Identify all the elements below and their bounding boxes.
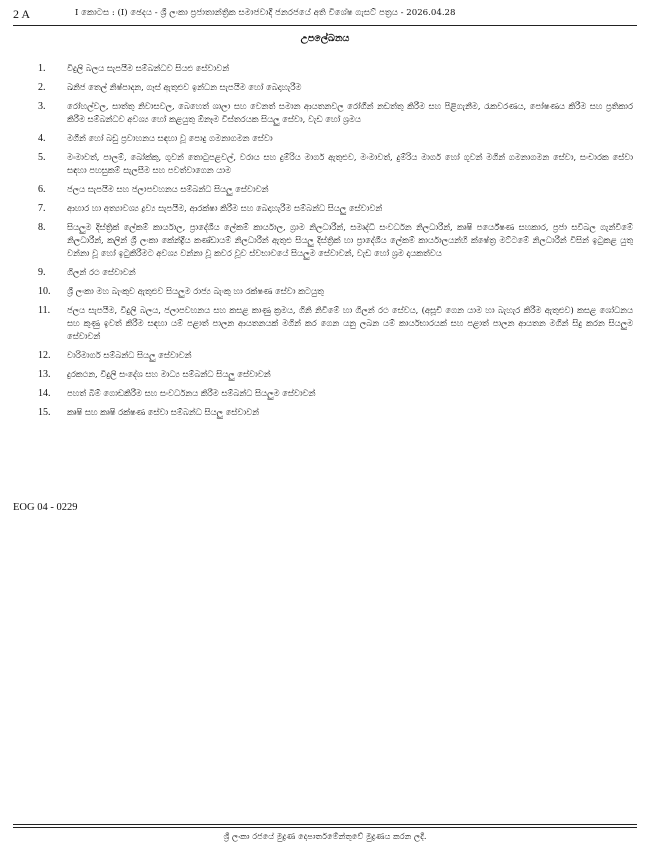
schedule-item	[38, 304, 633, 343]
item-text: සියලුම දිස්ත්‍රික් ලේකම් කාර්යාල, ප්‍රාදේශීය ලේකම් කාර්යාල, ග්‍රාම නිලධාරීන්, සමෘද්ධි සංවර්ධන නිලධාරීන්, කෘෂි පර්යේෂණ සහකාර, ප්‍රජා සවිබල ගැන්වීමේ නිලධාරීන්, කලින් ශ්‍රී ලංකා කේන්ද්‍රීය කණ්ඩායම් නිලධාරීන් ඇතුළු සියලු දිස්ත්‍රික් හා ප්‍රාදේශීය ලේකම් කාර්යාලයන්හි ක්ෂේත්‍ර මට්ටමේ නිලධාරීන් විසින් ඉටුකළ යුතු වන්නා වූ හෝ ඉටුකිරීමට අවශ්‍ය වන්නා වූ කවර වූව ස්වභාවයේ සියලුම සේවාවන්, වැඩ හෝ ශ්‍රම දායකත්වය	[67, 222, 633, 258]
item-text: විදුලි බලය සැපයීම සම්බන්ධව සියළු සේවාවන්	[67, 63, 230, 73]
reference-code: EOG 04 - 0229	[13, 502, 78, 513]
item-number: 4.	[38, 133, 46, 144]
schedule-item	[38, 387, 633, 400]
item-number: 2.	[38, 82, 46, 93]
item-text: පහත් බිම් ගොඩකිරීම සහ සංවර්ධනය කිරීම සම්බන්ධ සියලුම සේවාවන්	[67, 388, 316, 398]
item-number: 12.	[38, 350, 51, 361]
schedule-item	[38, 100, 633, 126]
item-number: 9.	[38, 267, 46, 278]
item-number: 7.	[38, 203, 46, 214]
item-text: ගිලන් රථ සේවාවන්	[67, 267, 136, 277]
item-number: 6.	[38, 184, 46, 195]
footer-divider	[13, 824, 637, 825]
schedule-item	[38, 221, 633, 260]
item-number: 13.	[38, 369, 51, 380]
item-text: වාරිමාර්ග සම්බන්ධ සියලු සේවාවන්	[67, 350, 192, 360]
schedule-item	[38, 183, 633, 196]
item-text: ඛනිජ තෙල් නිෂ්පාදන, ගෑස් ඇතුළුව ඉන්ධන සැපයීම හෝ බෙදාහැරීම	[67, 82, 302, 92]
schedule-title: උපලේඛනය	[300, 33, 350, 44]
schedule-item	[38, 368, 633, 381]
schedule-item	[38, 285, 633, 298]
item-text: දුරකථන, විදුලි සංදේශ සහ මාධ්‍ය සම්බන්ධ සියලු සේවාවන්	[67, 369, 271, 379]
item-number: 11.	[38, 305, 51, 316]
schedule-item	[38, 202, 633, 215]
page-header	[13, 7, 637, 23]
gazette-header-title: I කොටස : (I) ඡෙදය - ශ්‍රී ලංකා ප්‍රජාතාන්ත්‍රික සමාජවාදී ජනරජයේ අති විශේෂ ගැසට් පත්‍රය - 2026.04.28	[75, 8, 456, 18]
schedule-item	[38, 266, 633, 279]
header-divider	[13, 25, 637, 26]
schedule-item	[38, 62, 633, 75]
item-number: 15.	[38, 407, 51, 418]
item-text: ශ්‍රී ලංකා මහ බැංකුව ඇතුළුව සියලුම රාජ්‍ය බැංකු හා රක්ෂණ සේවා කටයුතු	[67, 286, 324, 296]
item-text: කෘෂි සහ කෘෂි රක්ෂණ සේවා සම්බන්ධ සියලු සේවාවන්	[67, 407, 259, 417]
item-text: මගීන් හෝ බඩු ප්‍රවාහනය සඳහා වූ පොදු ගමනාගමන සේවා	[67, 133, 273, 143]
schedule-item	[38, 151, 633, 177]
item-number: 1.	[38, 63, 46, 74]
item-text: ආහාර හා අත්‍යාවශ්‍ය ද්‍රව්‍ය සැපයීම, ආරක්ෂා කිරීම සහ බෙදාහැරීම සම්බන්ධ සියලු සේවාවන්	[67, 203, 383, 213]
item-text: ජලය සැපයීම සහ ජලාපවහනය සම්බන්ධ සියලු සේවාවන්	[67, 184, 269, 194]
schedule-item	[38, 349, 633, 362]
printer-footer: ශ්‍රී ලංකා රජයේ මුද්‍රණ දෙපාර්තමේන්තුවේ මුද්‍රණය කරන ලදී.	[223, 831, 427, 841]
item-number: 5.	[38, 152, 46, 163]
item-number: 8.	[38, 222, 46, 233]
schedule-item	[38, 406, 633, 419]
item-number: 10.	[38, 286, 51, 297]
schedule-list	[38, 62, 633, 419]
schedule-item	[38, 81, 633, 94]
item-text: මංමාවත්, පාලම්, බෝක්කු, ගුවන් තොටුපළවල්, වරාය සහ දුම්රිය මාර්ග ඇතුළුව, මංමාවත්, දුම්රිය මාර්ග හෝ ගුවන් මගින් ගමනාගමන සේවා, සංචාරක සේවා සඳහා පහසුකම් සැලසීම සහ පවත්වාගෙන යාම	[67, 152, 633, 175]
item-number: 3.	[38, 101, 46, 112]
footer-divider-double	[13, 827, 637, 828]
item-text: රෝහල්වල, සාත්තු නිවාසවල, බෙහෙත් ශාලා සහ වෙනත් සමාන ආයතනවල රෝගීන් නඩත්තු කිරීම සහ පිළිගැනීම, රැකවරණය, පෝෂණය කිරීම සහ ප්‍රතිකාර කිරීම සම්බන්ධව අවශ්‍ය හෝ කළයුතු ඕනෑම විස්තරයක සියලු සේවා, වැඩ හෝ ශ්‍රමය	[67, 101, 633, 124]
item-text: ජලය සැපයීම, විදුලි බලය, ජලාපවහනය සහ කසළ කාණු ක්‍රමය, ගිනි නිවීමේ හා ගිලන් රථ සේවය, (අසූචි ගෙන යාම හා බැහැර කිරීම ඇතුළුව) කසළ ශෝධනය සහ කුණු ඉවත් කිරීම සඳහා යම් පළාත් පාලන ආයතනයක් මගින් කර ගෙන යනු ලබන යම් කාර්යභාරයක් සහ පළාත් පාලන ආයතන මගින් සිදු කරන සියලුම සේවාවන්	[67, 305, 633, 341]
item-number: 14.	[38, 388, 51, 399]
schedule-item	[38, 132, 633, 145]
page-number: 2 A	[13, 7, 31, 21]
